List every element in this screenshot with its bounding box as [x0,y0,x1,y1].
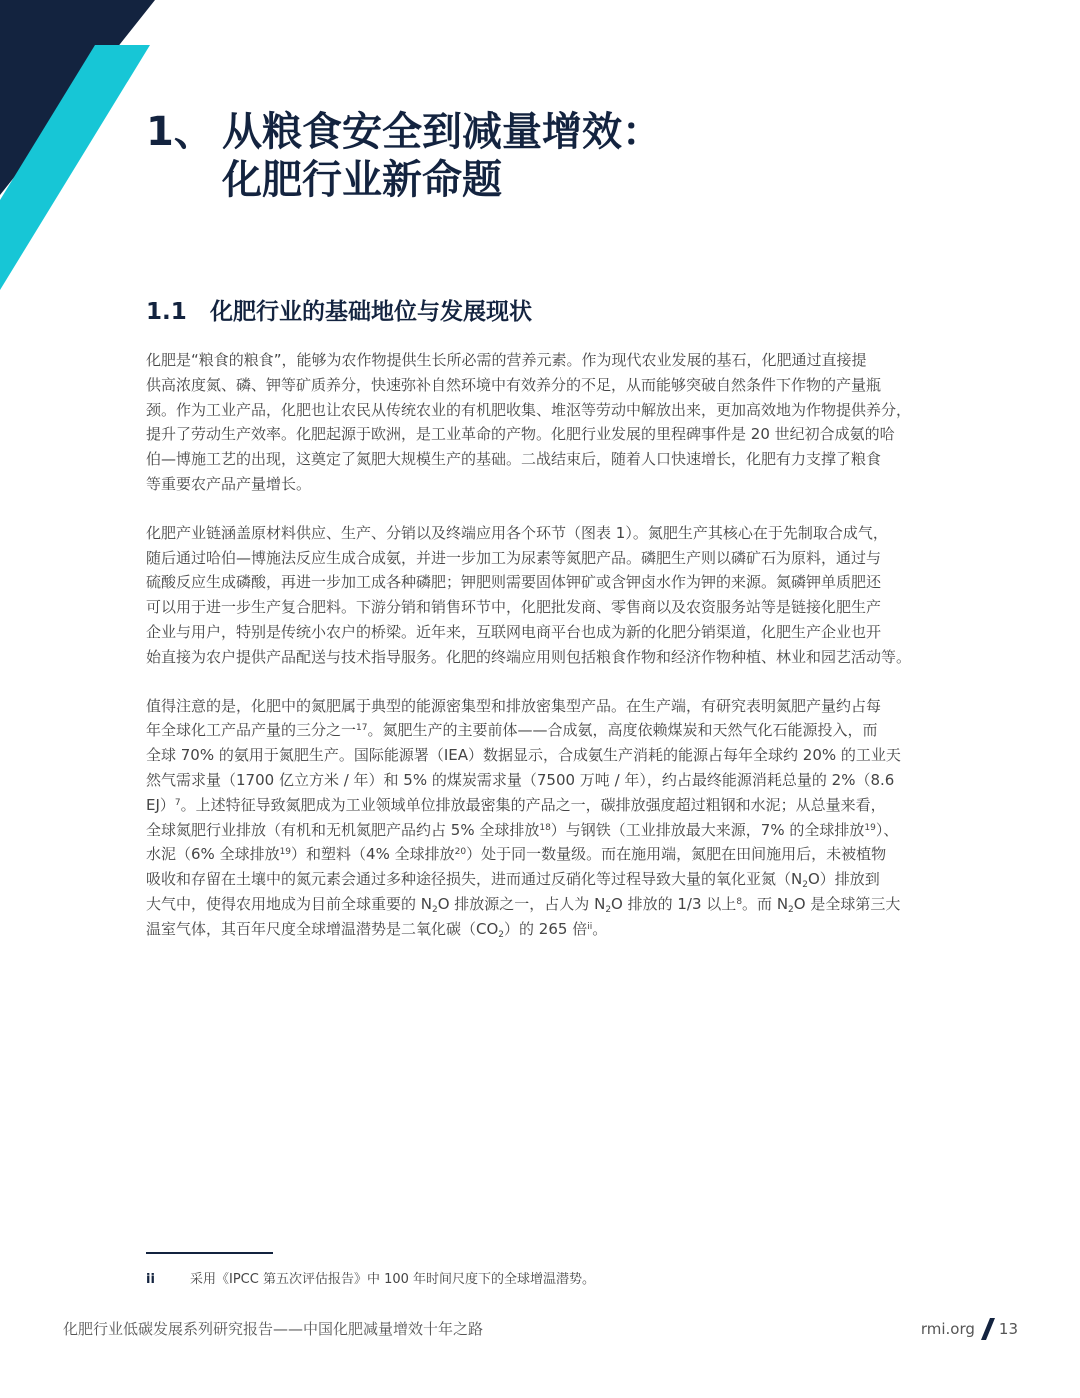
section-title [146,293,532,326]
reference-ii: ii [587,921,593,932]
paragraph-3-line: 大气中，使得农用地成为目前全球重要的 $N_2O$ 排放源之一，占人为 $N_2O$ 排放的 1/3 以上$^8$。而 $N_2O$ 是全球第三大 [146,894,901,915]
paragraph-line: 化肥产业链涵盖原材料供应、生产、分销以及终端应用各个环节（图表 1）。氮肥生产其核心在于先制取合成气， [146,523,888,542]
paragraph-3-line: 年全球化工产品产量的三分之一$^{17}$。氮肥生产的主要前体——合成氨，高度依赖煤炭和天然气化石能源投入，而 [146,721,878,740]
paragraph-line: 始直接为农户提供产品配送与技术指导服务。化肥的终端应用则包括粮食作物和经济作物种植、林业和园艺活动等。 [146,647,912,666]
paragraph-3-line: 温室气体，其百年尺度全球增温潜势是二氧化碳$(CO_2)$的 265 倍$^{ii}$。 [146,919,608,940]
reference-20: 20 [454,847,467,858]
paragraph-line: 等重要农产品产量增长。 [146,474,312,493]
paragraph-line: 随后通过哈伯—博施法反应生成合成氨，并进一步加工为尿素等氮肥产品。磷肥生产则以磷矿石为原料，通过与 [146,548,882,567]
chapter-title-line1: 从粮食安全到减量增效： [222,109,662,155]
reference-17: 17 [356,723,368,734]
footnote [146,1268,595,1287]
chapter-number: 1、 [146,109,214,155]
slash-icon [981,1318,995,1340]
footer-site-link[interactable]: rmi.org [920,1320,975,1338]
reference-7: 7 [174,797,181,808]
paragraph-line: 供高浓度氮、磷、钾等矿质养分，快速弥补自然环境中有效养分的不足，从而能够突破自然条件下作物的产量瓶 [146,375,882,394]
paragraph-line: 伯—博施工艺的出现，这奠定了氮肥大规模生产的基础。二战结束后，随着人口快速增长，化肥有力支撑了粮食 [146,450,882,469]
paragraph-line: 可以用于进一步生产复合肥料。下游分销和销售环节中，化肥批发商、零售商以及农资服务站等是链接化肥生产 [146,598,882,617]
reference-8: 8 [736,896,743,907]
reference-19: 19 [864,822,876,833]
paragraph-3 [146,694,944,942]
paragraph-2 [146,521,944,670]
paragraph-3-line: 全球 70% 的氨用于氮肥生产。国际能源署（IEA）数据显示，合成氨生产消耗的能源占每年全球约 20% 的工业天 [146,746,901,765]
paragraph-3-line: 值得注意的是，化肥中的氮肥属于典型的能源密集型和排放密集型产品。在生产端，有研究表明氮肥产量约占每 [146,696,882,715]
section-title-text: 化肥行业的基础地位与发展现状 [210,299,532,325]
reference-19: 19 [279,847,292,858]
paragraph-line: 颈。作为工业产品，化肥也让农民从传统农业的有机肥收集、堆沤等劳动中解放出来，更加高效地为作物提供养分， [146,400,912,419]
paragraph-line: 硫酸反应生成磷酸，再进一步加工成各种磷肥；钾肥则需要固体钾矿或含钾卤水作为钾的来源。氮磷钾单质肥还 [146,573,882,592]
paragraph-line: 企业与用户，特别是传统小农户的桥梁。近年来，互联网电商平台也成为新的化肥分销渠道，化肥生产企业也开 [146,622,882,641]
paragraph-3-line: 全球氮肥行业排放（有机和无机氮肥产品约占 5% 全球排放$^{18}$）与钢铁（工业排放最大来源，7% 的全球排放$^{19}$）、 [146,820,899,839]
footnote-mark: ii [146,1272,155,1287]
footnote-divider [146,1252,273,1254]
paragraph-1 [146,348,944,497]
paragraph-line: 化肥是“粮食的粮食”，能够为农作物提供生长所必需的营养元素。作为现代农业发展的基石，化肥通过直接提 [146,351,867,369]
footnote-text: 采用《IPCC 第五次评估报告》中 100 年时间尺度下的全球增温潜势。 [190,1272,596,1287]
paragraph-3-line: 吸收和存留在土壤中的氮元素会通过多种途径损失，进而通过反硝化等过程导致大量的氧化亚氮$(N_2O)$排放到 [146,870,880,891]
chapter-title [146,108,662,204]
paragraph-3-line: EJ）$^7$。上述特征导致氮肥成为工业领域单位排放最密集的产品之一，碳排放强度超过粗钢和水泥；从总量来看， [146,795,886,814]
chapter-title-line2: 化肥行业新命题 [222,157,502,203]
section-number: 1.1 [146,299,187,325]
paragraph-3-line: 水泥（6% 全球排放$^{19}$）和塑料（4% 全球排放$^{20}$）处于同一数量级。而在施用端，氮肥在田间施用后，未被植物 [146,845,887,864]
body-text [146,348,944,966]
paragraph-line: 提升了劳动生产效率。化肥起源于欧洲，是工业革命的产物。化肥行业发展的里程碑事件是 20 世纪初合成氨的哈 [146,425,895,444]
reference-18: 18 [539,822,551,833]
footer-page-info [921,1318,1018,1340]
footer-report-title: 化肥行业低碳发展系列研究报告——中国化肥减量增效十年之路 [63,1320,484,1338]
paragraph-3-line: 然气需求量（1700 亿立方米 / 年）和 5% 的煤炭需求量（7500 万吨 / 年），约占最终能源消耗总量的 2%（8.6 [146,770,895,789]
page-number: 13 [998,1320,1018,1338]
